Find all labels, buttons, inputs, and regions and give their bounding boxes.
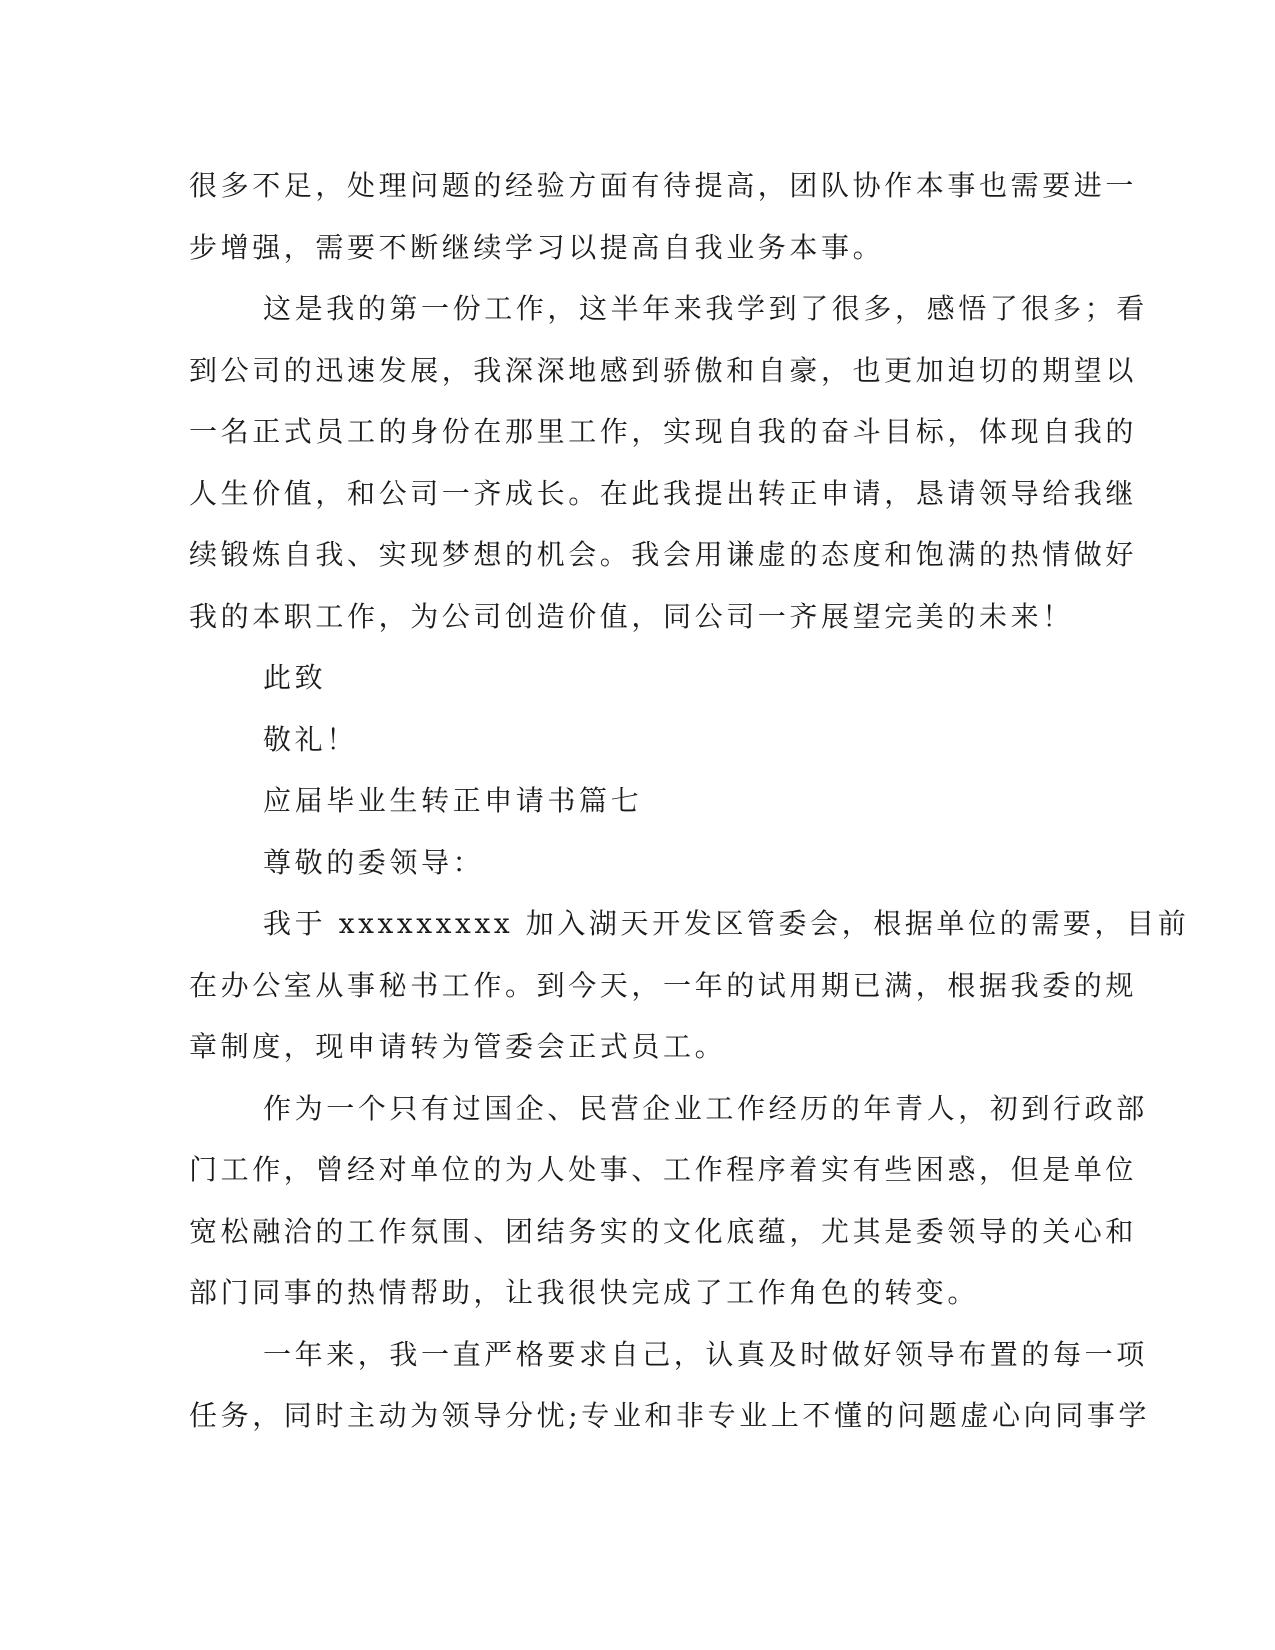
text-line: 人生价值，和公司一齐成长。在此我提出转正申请，恳请领导给我继 — [189, 476, 1138, 510]
text-line: 很多不足，处理问题的经验方面有待提高，团队协作本事也需要进一 — [189, 169, 1138, 202]
text-line: 一名正式员工的身份在那里工作，实现自我的奋斗目标，体现自我的 — [189, 415, 1138, 448]
text-line: 步增强，需要不断继续学习以提高自我业务本事。 — [189, 230, 885, 264]
text-line: 部门同事的热情帮助，让我很快完成了工作角色的转变。 — [189, 1276, 980, 1309]
text-line: 到公司的迅速发展，我深深地感到骄傲和自豪，也更加迫切的期望以 — [189, 353, 1138, 387]
text-line: 在办公室从事秘书工作。到今天，一年的试用期已满，根据我委的规 — [189, 968, 1138, 1002]
salutation-regards: 敬礼！ — [263, 722, 358, 756]
greeting: 尊敬的委领导： — [263, 845, 485, 879]
salutation-closing: 此致 — [263, 661, 327, 694]
text-line: 任务，同时主动为领导分忧;专业和非专业上不懂的问题虚心向同事学 — [189, 1399, 1151, 1432]
text-line: 续锻炼自我、实现梦想的机会。我会用谦虚的态度和饱满的热情做好 — [189, 538, 1138, 571]
section-title: 应届毕业生转正申请书篇七 — [263, 784, 643, 817]
text-line: 我于 xxxxxxxxx 加入湖天开发区管委会，根据单位的需要，目前 — [263, 907, 1190, 940]
text-line: 这是我的第一份工作，这半年来我学到了很多，感悟了很多；看 — [263, 292, 1148, 325]
text-line: 章制度，现申请转为管委会正式员工。 — [189, 1030, 727, 1063]
text-line: 一年来，我一直严格要求自己，认真及时做好领导布置的每一项 — [263, 1337, 1148, 1371]
text-line: 门工作，曾经对单位的为人处事、工作程序着实有些困惑，但是单位 — [189, 1153, 1138, 1186]
text-line: 作为一个只有过国企、民营企业工作经历的年青人，初到行政部 — [263, 1091, 1148, 1125]
text-line: 我的本职工作，为公司创造价值，同公司一齐展望完美的未来！ — [189, 599, 1074, 633]
text-line: 宽松融洽的工作氛围、团结务实的文化底蕴，尤其是委领导的关心和 — [189, 1214, 1138, 1248]
document-body — [189, 155, 1190, 1447]
